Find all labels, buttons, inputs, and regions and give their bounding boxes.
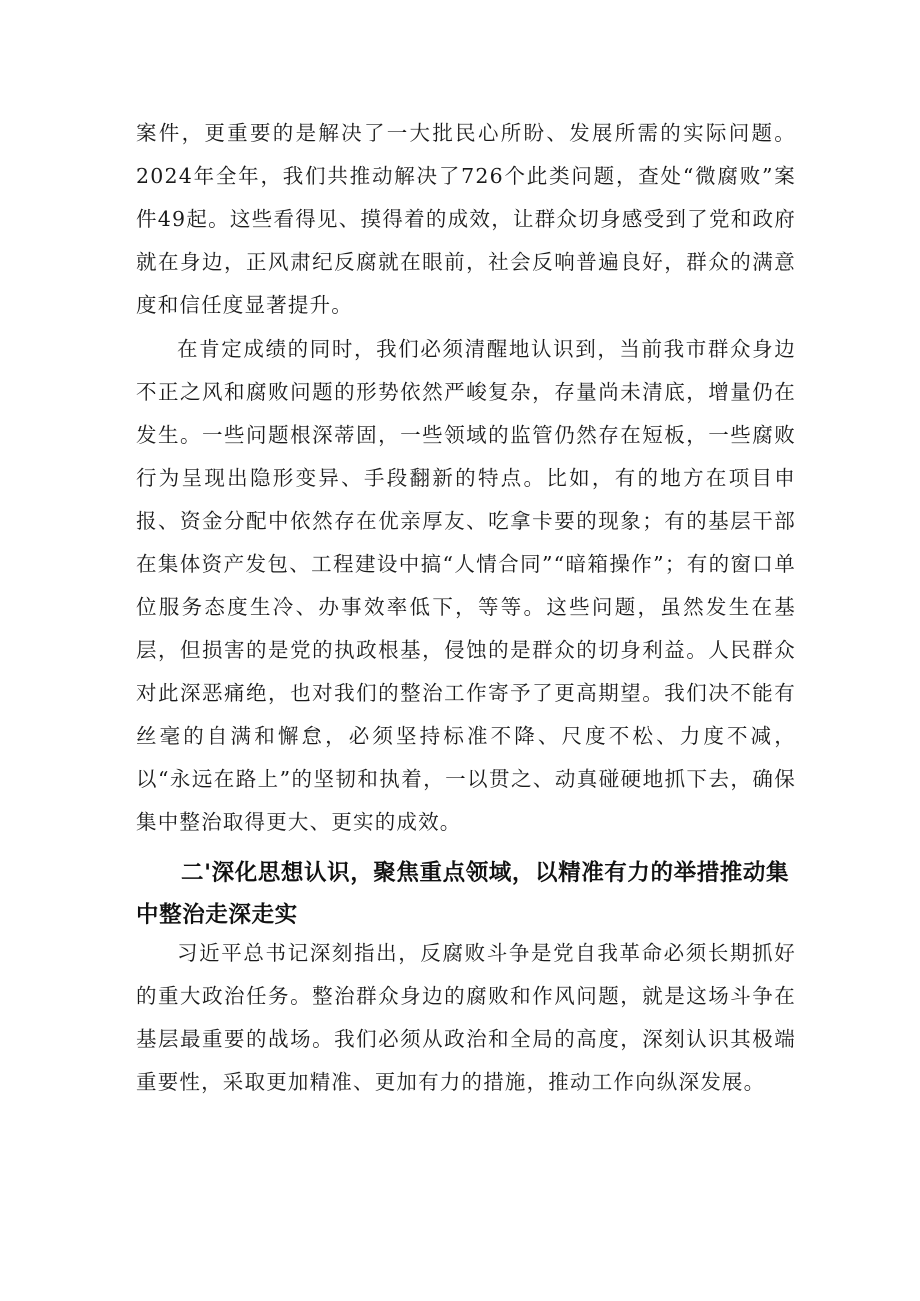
paragraph-current-situation: 在肯定成绩的同时，我们必须清醒地认识到，当前我市群众身边不正之风和腐败问题的形势依然严峻复杂，存量尚未清底，增量仍在发生。一些问题根深蒂固，一些领域的监管仍然存在短板，一些腐败行为呈现出隐形变异、手段翻新的特点。比如，有的地方在项目申报、资金分配中依然存在优亲厚友、吃拿卡要的现象；有的基层干部在集体资产发包、工程建设中搞“人情合同”“暗箱操作”；有的窗口单位服务态度生冷、办事效率低下，等等。这些问题，虽然发生在基层，但损害的是党的执政根基，侵蚀的是群众的切身利益。人民群众对此深恶痛绝，也对我们的整治工作寄予了更高期望。我们决不能有丝毫的自满和懈怠，必须坚持标准不降、尺度不松、力度不减，以“永远在路上”的坚韧和执着，一以贯之、动真碰硬地抓下去，确保集中整治取得更大、更实的成效。 bbox=[136, 337, 796, 834]
section-heading: 二'深化思想认识，聚焦重点领域，以精准有力的举措推动集中整治走深走实 bbox=[136, 860, 790, 928]
paragraph-section-intro: 习近平总书记深刻指出，反腐败斗争是党自我革命必须长期抓好的重大政治任务。整治群众身边的腐败和作风问题，就是这场斗争在基层最重要的战场。我们必须从政治和全局的高度，深刻认识其极端重要性，采取更加精准、更加有力的措施，推动工作向纵深发展。 bbox=[136, 941, 796, 1094]
paragraph-continuation: 案件，更重要的是解决了一大批民心所盼、发展所需的实际问题。2024年全年，我们共推动解决了726个此类问题，查处“微腐败”案件49起。这些看得见、摸得着的成效，让群众切身感受到了党和政府就在身边，正风肃纪反腐就在眼前，社会反响普遍良好，群众的满意度和信任度显著提升。 bbox=[136, 121, 796, 317]
